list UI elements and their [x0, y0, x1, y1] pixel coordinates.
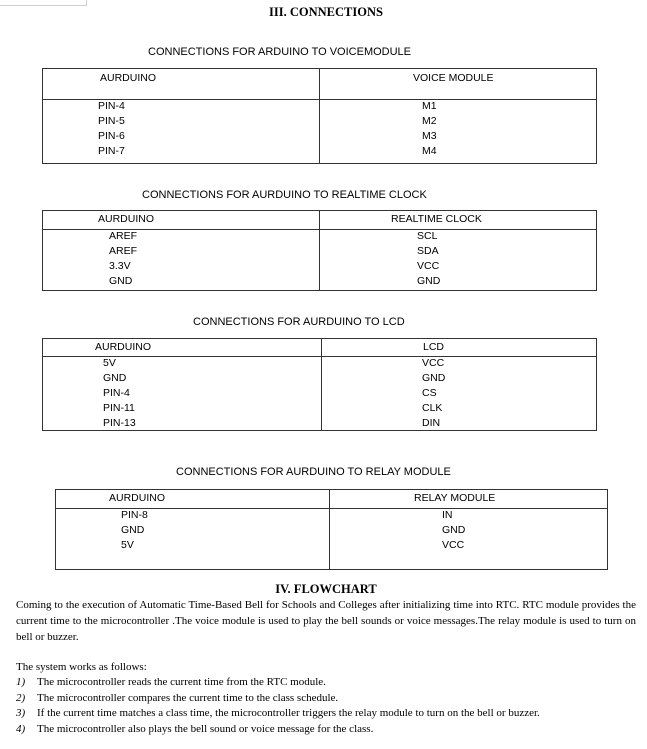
relay-pin-column — [442, 508, 465, 553]
column-divider — [329, 490, 330, 569]
column-divider — [321, 339, 322, 430]
arduino-pin-column — [98, 99, 125, 159]
table-cell: 3.3V — [109, 260, 131, 272]
table-cell: 5V — [121, 539, 134, 551]
table-cell: AREF — [109, 230, 138, 242]
table-caption-voice-module: CONNECTIONS FOR ARDUINO TO VOICEMODULE — [148, 46, 412, 58]
connection-table-realtime-clock — [42, 210, 597, 291]
table-cell: VCC — [442, 539, 465, 551]
column-header-relay-module: RELAY MODULE — [414, 492, 496, 504]
table-cell: M4 — [422, 145, 437, 157]
column-header-voice-module: VOICE MODULE — [413, 72, 494, 84]
step-number: 2) — [16, 691, 26, 704]
table-cell: M2 — [422, 115, 437, 127]
table-cell: M1 — [422, 100, 437, 112]
step-number: 3) — [16, 707, 26, 719]
connection-table-relay-module — [55, 489, 608, 570]
section-heading-connections: III. CONNECTIONS — [269, 5, 383, 19]
table-cell: GND — [422, 372, 446, 384]
table-cell: VCC — [422, 357, 445, 369]
column-header-arduino: AURDUINO — [98, 213, 155, 225]
column-header-arduino: AURDUINO — [95, 341, 152, 353]
step-text: The microcontroller also plays the bell sound or voice message for the class. — [37, 722, 374, 735]
step-text: If the current time matches a class time, the microcontroller triggers the relay module to turn on the bell or buzzer. — [37, 707, 540, 719]
table-caption-lcd: CONNECTIONS FOR AURDUINO TO LCD — [193, 316, 405, 328]
lcd-pin-column — [422, 356, 445, 431]
system-intro-text: The system works as follows: — [16, 661, 147, 673]
arduino-pin-column — [103, 356, 136, 431]
table-caption-relay-module: CONNECTIONS FOR AURDUINO TO RELAY MODULE — [176, 466, 451, 478]
list-item — [16, 691, 540, 707]
connection-table-voice-module — [42, 68, 597, 164]
table-cell: AREF — [109, 245, 138, 257]
voice-module-pin-column — [422, 99, 437, 159]
table-cell: CS — [422, 387, 437, 399]
table-cell: PIN-4 — [98, 100, 125, 112]
table-cell: GND — [417, 275, 441, 287]
arduino-pin-column — [121, 508, 148, 553]
table-cell: GND — [121, 524, 145, 536]
column-header-arduino: AURDUINO — [100, 72, 157, 84]
table-cell: 5V — [103, 357, 116, 369]
column-header-realtime-clock: REALTIME CLOCK — [391, 213, 482, 225]
table-cell: SDA — [417, 245, 439, 257]
list-item — [16, 675, 540, 691]
table-cell: GND — [442, 524, 466, 536]
section-heading-flowchart: IV. FLOWCHART — [275, 582, 377, 596]
column-header-arduino: AURDUINO — [109, 492, 166, 504]
table-cell: PIN-13 — [103, 417, 136, 429]
column-divider — [319, 211, 320, 290]
table-cell: CLK — [422, 402, 443, 414]
table-cell: PIN-8 — [121, 509, 148, 521]
table-cell: VCC — [417, 260, 440, 272]
table-cell: IN — [442, 509, 453, 521]
step-text: The microcontroller reads the current time from the RTC module. — [37, 676, 326, 688]
table-cell: PIN-7 — [98, 145, 125, 157]
step-number: 1) — [16, 676, 26, 688]
table-caption-realtime-clock: CONNECTIONS FOR AURDUINO TO REALTIME CLOCK — [142, 189, 427, 201]
table-cell: GND — [103, 372, 127, 384]
column-header-lcd: LCD — [423, 341, 445, 353]
table-cell: SCL — [417, 230, 438, 242]
table-cell: PIN-4 — [103, 387, 130, 399]
table-cell: M3 — [422, 130, 437, 142]
table-cell: PIN-6 — [98, 130, 125, 142]
column-divider — [319, 69, 320, 163]
table-cell: PIN-5 — [98, 115, 125, 127]
table-cell: GND — [109, 275, 133, 287]
steps-list — [16, 675, 540, 737]
connection-table-lcd — [42, 338, 597, 431]
list-item — [16, 722, 540, 738]
rtc-pin-column — [417, 229, 440, 289]
step-text: The microcontroller compares the current time to the class schedule. — [37, 691, 339, 704]
list-item — [16, 706, 540, 722]
flowchart-paragraph: Coming to the execution of Automatic Time-Based Bell for Schools and Colleges after initializing time into RTC. RTC module provides the current time to the microcontroller .The voice module is used to play the bell sounds or voice messages.The relay module is used to turn on bell or buzzer. — [16, 599, 636, 643]
table-cell: PIN-11 — [103, 402, 135, 414]
step-number: 4) — [16, 722, 26, 735]
arduino-pin-column — [109, 229, 137, 289]
table-cell: DIN — [422, 417, 441, 429]
